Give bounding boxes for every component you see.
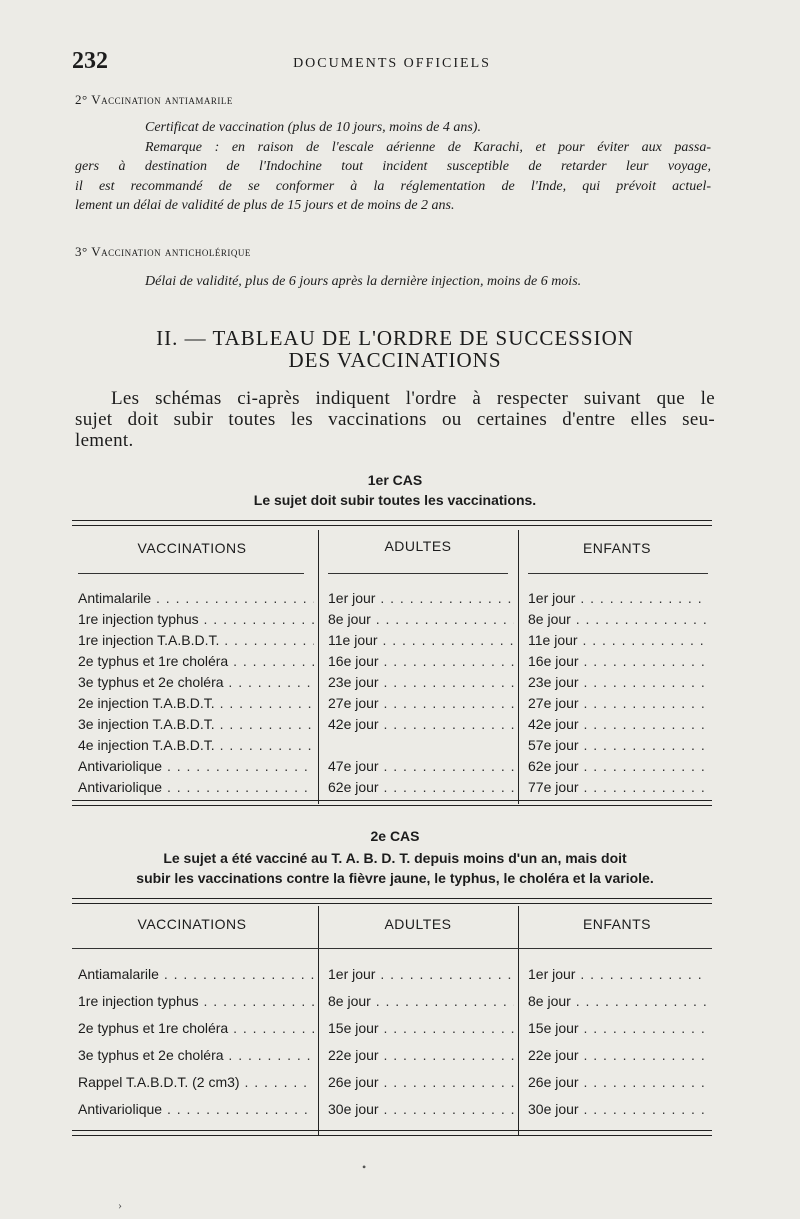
- child-day-cell: 22e jour . . .: [528, 1047, 708, 1063]
- adult-day-cell: 47e jour . . .: [328, 758, 514, 774]
- table-row: [72, 758, 712, 778]
- yellow-fever-line: Certificat de vaccination (plus de 10 jours, moins de 4 ans).: [145, 120, 481, 135]
- table-row: [72, 1101, 712, 1121]
- running-title: DOCUMENTS OFFICIELS: [293, 56, 491, 71]
- child-day-cell: 27e jour . . .: [528, 695, 708, 711]
- child-day-cell: 15e jour . . .: [528, 1020, 708, 1036]
- header-rule: [528, 573, 708, 574]
- vaccination-cell: Antivariolique . . .: [78, 1101, 314, 1117]
- child-day-cell: 42e jour . . .: [528, 716, 708, 732]
- adult-day-cell: 22e jour . . .: [328, 1047, 514, 1063]
- vaccination-cell: 2e typhus et 1re choléra . . .: [78, 1020, 314, 1036]
- vaccination-cell: 2e injection T.A.B.D.T. . . .: [78, 695, 314, 711]
- cholera-line: Délai de validité, plus de 6 jours après la dernière injection, moins de 6 mois.: [145, 274, 582, 289]
- table-row: [72, 653, 712, 673]
- column-header-adultes: ADULTES: [384, 916, 452, 932]
- child-day-cell: 8e jour . . .: [528, 993, 708, 1009]
- header-rule: [72, 948, 712, 949]
- table-row: [72, 611, 712, 631]
- child-day-cell: 1er jour . . .: [528, 590, 708, 606]
- header-rule: [78, 573, 304, 574]
- adult-day-cell: 27e jour . . .: [328, 695, 514, 711]
- adult-day-cell: 26e jour . . .: [328, 1074, 514, 1090]
- column-header-vaccinations: VACCINATIONS: [137, 916, 247, 932]
- vaccination-cell: 1re injection typhus . . .: [78, 611, 314, 627]
- yellow-fever-line: gers à destination de l'Indochine tout incident susceptible de retarder leur voyage,: [75, 159, 711, 174]
- intro-line: sujet doit subir toutes les vaccinations ou certaines d'entre elles seu-: [75, 409, 715, 430]
- adult-day-cell: 16e jour . . .: [328, 653, 514, 669]
- table-top-rule: [72, 898, 712, 904]
- section-title-line-2: DES VACCINATIONS: [288, 348, 502, 372]
- adult-day-cell: 8e jour . . .: [328, 611, 514, 627]
- table-row: [72, 737, 712, 757]
- table-row: [72, 590, 712, 610]
- child-day-cell: 8e jour . . .: [528, 611, 708, 627]
- table-row: [72, 1047, 712, 1067]
- adult-day-cell: 11e jour . . .: [328, 632, 514, 648]
- adult-day-cell: 8e jour . . .: [328, 993, 514, 1009]
- adult-day-cell: 42e jour . . .: [328, 716, 514, 732]
- page-speck: •: [362, 1160, 367, 1174]
- vaccination-cell: Rappel T.A.B.D.T. (2 cm3) . . .: [78, 1074, 314, 1090]
- vaccination-cell: 3e typhus et 2e choléra . . .: [78, 1047, 314, 1063]
- case-2-table: [72, 898, 712, 1140]
- column-header-vaccinations: VACCINATIONS: [137, 540, 247, 556]
- table-row: [72, 674, 712, 694]
- table-row: [72, 993, 712, 1013]
- adult-day-cell: 1er jour . . .: [328, 966, 514, 982]
- table-bottom-rule: [72, 800, 712, 806]
- page-header: [72, 48, 712, 78]
- page-number: 232: [72, 48, 108, 74]
- section-title-line-1: II. — TABLEAU DE L'ORDRE DE SUCCESSION: [156, 326, 634, 350]
- case-1-heading: 1er CAS: [367, 472, 423, 488]
- yellow-fever-text: [75, 118, 711, 216]
- table-bottom-rule: [72, 1130, 712, 1136]
- intro-paragraph: [75, 388, 715, 451]
- child-day-cell: 26e jour . . .: [528, 1074, 708, 1090]
- page-speck: ›: [118, 1198, 122, 1212]
- vaccination-cell: 2e typhus et 1re choléra . . .: [78, 653, 314, 669]
- child-day-cell: 23e jour . . .: [528, 674, 708, 690]
- yellow-fever-line: il est recommandé de se conformer à la réglementation de l'Inde, qui prévoit actuel-: [75, 178, 711, 194]
- adult-day-cell: 62e jour . . .: [328, 779, 514, 795]
- table-row: [72, 1074, 712, 1094]
- child-day-cell: 62e jour . . .: [528, 758, 708, 774]
- vaccination-cell: Antivariolique . . .: [78, 758, 314, 774]
- child-day-cell: 11e jour . . .: [528, 632, 708, 648]
- vaccination-cell: Antimalarile . . .: [78, 590, 314, 606]
- yellow-fever-title: 2° Vaccination antiamarile: [75, 92, 233, 107]
- child-day-cell: 1er jour . . .: [528, 966, 708, 982]
- child-day-cell: 77e jour . . .: [528, 779, 708, 795]
- child-day-cell: 57e jour . . .: [528, 737, 708, 753]
- vaccination-cell: 3e injection T.A.B.D.T. . . .: [78, 716, 314, 732]
- child-day-cell: 16e jour . . .: [528, 653, 708, 669]
- table-row: [72, 966, 712, 986]
- table-row: [72, 779, 712, 799]
- table-row: [72, 632, 712, 652]
- vaccination-cell: 3e typhus et 2e choléra . . .: [78, 674, 314, 690]
- case-2-description-line-1: Le sujet a été vacciné au T. A. B. D. T. depuis moins d'un an, mais doit: [163, 850, 627, 866]
- column-header-enfants: ENFANTS: [582, 916, 652, 932]
- vaccination-cell: Antivariolique . . .: [78, 779, 314, 795]
- child-day-cell: 30e jour . . .: [528, 1101, 708, 1117]
- table-top-rule: [72, 520, 712, 526]
- case-1-description: Le sujet doit subir toutes les vaccinations.: [253, 492, 537, 508]
- case-1-table: [72, 520, 712, 805]
- yellow-fever-line: Remarque : en raison de l'escale aérienne de Karachi, et pour éviter aux passa-: [145, 139, 711, 155]
- intro-line: Les schémas ci-après indiquent l'ordre à respecter suivant que le: [111, 388, 715, 409]
- yellow-fever-line: lement un délai de validité de plus de 15 jours et de moins de 2 ans.: [75, 198, 455, 213]
- vaccination-cell: 1re injection typhus . . .: [78, 993, 314, 1009]
- table-row: [72, 716, 712, 736]
- table-row: [72, 695, 712, 715]
- adult-day-cell: 23e jour . . .: [328, 674, 514, 690]
- vaccination-cell: 1re injection T.A.B.D.T. . . .: [78, 632, 314, 648]
- column-header-enfants: ENFANTS: [582, 540, 652, 556]
- table-row: [72, 1020, 712, 1040]
- adult-day-cell: 30e jour . . .: [328, 1101, 514, 1117]
- cholera-text: [145, 272, 711, 292]
- column-header-adultes: ADULTES: [384, 538, 452, 554]
- cholera-title: 3° Vaccination anticholérique: [75, 244, 251, 259]
- header-rule: [328, 573, 508, 574]
- adult-day-cell: 1er jour . . .: [328, 590, 514, 606]
- vaccination-cell: 4e injection T.A.B.D.T. . . .: [78, 737, 314, 753]
- case-2-description-line-2: subir les vaccinations contre la fièvre jaune, le typhus, le choléra et la variole.: [136, 870, 654, 886]
- vaccination-cell: Antiamalarile . . .: [78, 966, 314, 982]
- case-2-heading: 2e CAS: [370, 828, 420, 844]
- adult-day-cell: 15e jour . . .: [328, 1020, 514, 1036]
- intro-line: lement.: [75, 430, 134, 451]
